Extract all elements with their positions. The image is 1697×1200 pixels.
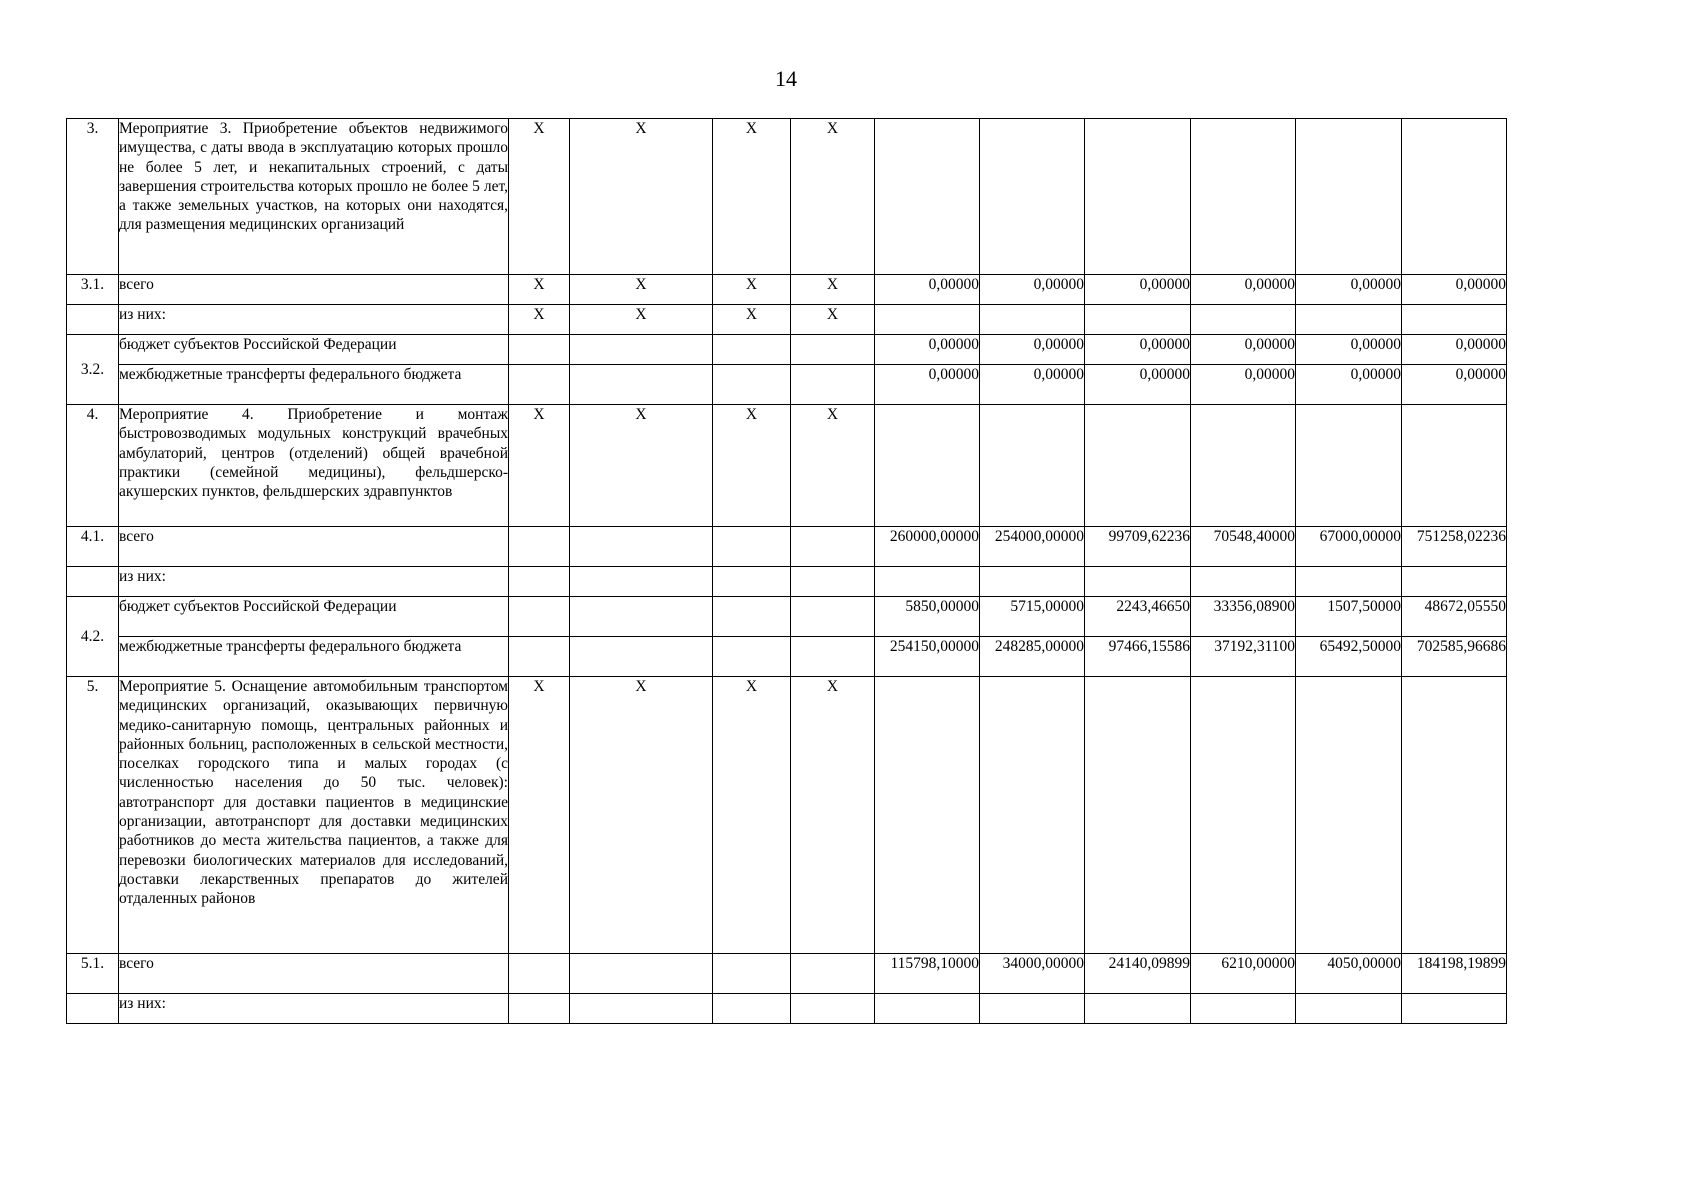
empty-cell <box>713 527 791 567</box>
table-row <box>67 597 1507 637</box>
value-cell: 0,00000 <box>1085 335 1191 365</box>
x-mark: X <box>791 305 875 335</box>
table-row <box>67 405 1507 527</box>
empty-cell <box>713 637 791 677</box>
row-name: межбюджетные трансферты федерального бюджета <box>119 637 509 677</box>
empty-cell <box>509 994 570 1024</box>
value-cell: 70548,40000 <box>1191 527 1296 567</box>
empty-cell <box>791 954 875 994</box>
value-cell <box>1296 994 1402 1024</box>
value-cell: 24140,09899 <box>1085 954 1191 994</box>
row-number: 3.2. <box>67 335 119 405</box>
value-cell <box>1085 119 1191 275</box>
value-cell: 0,00000 <box>1402 335 1507 365</box>
empty-cell <box>713 335 791 365</box>
value-cell <box>875 305 980 335</box>
value-cell <box>1191 994 1296 1024</box>
value-cell <box>1085 405 1191 527</box>
value-cell <box>1296 119 1402 275</box>
value-cell <box>980 994 1085 1024</box>
value-cell: 0,00000 <box>875 275 980 305</box>
x-mark: X <box>791 677 875 954</box>
page-number: 14 <box>775 66 797 91</box>
table-row <box>67 637 1507 677</box>
value-cell <box>875 677 980 954</box>
empty-cell <box>791 567 875 597</box>
empty-cell <box>713 954 791 994</box>
value-cell: 34000,00000 <box>980 954 1085 994</box>
value-cell <box>1296 305 1402 335</box>
table-row <box>67 567 1507 597</box>
value-cell <box>1191 405 1296 527</box>
x-mark: X <box>713 119 791 275</box>
row-name: бюджет субъектов Российской Федерации <box>119 597 509 637</box>
value-cell: 5715,00000 <box>980 597 1085 637</box>
x-mark: X <box>509 275 570 305</box>
value-cell: 5850,00000 <box>875 597 980 637</box>
empty-cell <box>713 994 791 1024</box>
value-cell: 0,00000 <box>1296 365 1402 405</box>
value-cell <box>980 677 1085 954</box>
empty-cell <box>509 637 570 677</box>
value-cell <box>980 119 1085 275</box>
x-mark: X <box>791 405 875 527</box>
value-cell: 6210,00000 <box>1191 954 1296 994</box>
value-cell: 0,00000 <box>980 365 1085 405</box>
value-cell <box>1085 567 1191 597</box>
x-mark: X <box>570 677 713 954</box>
table-row <box>67 305 1507 335</box>
x-mark: X <box>509 405 570 527</box>
value-cell: 97466,15586 <box>1085 637 1191 677</box>
empty-cell <box>713 597 791 637</box>
x-mark: X <box>713 677 791 954</box>
row-number: 4. <box>67 405 119 527</box>
value-cell: 4050,00000 <box>1296 954 1402 994</box>
value-cell: 0,00000 <box>1191 365 1296 405</box>
row-number: 5.1. <box>67 954 119 994</box>
value-cell <box>1402 119 1507 275</box>
value-cell <box>1402 405 1507 527</box>
value-cell: 67000,00000 <box>1296 527 1402 567</box>
row-name: из них: <box>119 994 509 1024</box>
x-mark: X <box>509 305 570 335</box>
value-cell: 0,00000 <box>1402 365 1507 405</box>
value-cell <box>1402 305 1507 335</box>
x-mark: X <box>570 405 713 527</box>
value-cell: 260000,00000 <box>875 527 980 567</box>
empty-cell <box>791 994 875 1024</box>
value-cell <box>1296 405 1402 527</box>
row-number: 4.1. <box>67 527 119 567</box>
x-mark: X <box>791 275 875 305</box>
empty-cell <box>570 335 713 365</box>
row-name: из них: <box>119 567 509 597</box>
empty-cell <box>570 954 713 994</box>
row-number <box>67 567 119 597</box>
value-cell: 0,00000 <box>1296 275 1402 305</box>
row-name: Мероприятие 3. Приобретение объектов недвижимого имущества, с даты ввода в эксплуатацию которых прошло не более 5 лет, и некапитальных строений, с даты завершения строительства которых прошло не более 5 лет, а также земельных участков, на которых они находятся, для размещения медицинских организаций <box>119 119 509 275</box>
value-cell <box>1085 994 1191 1024</box>
value-cell <box>1085 305 1191 335</box>
empty-cell <box>570 994 713 1024</box>
table-row <box>67 365 1507 405</box>
value-cell <box>980 305 1085 335</box>
value-cell <box>1402 677 1507 954</box>
value-cell <box>1191 305 1296 335</box>
value-cell <box>1191 567 1296 597</box>
empty-cell <box>713 567 791 597</box>
value-cell <box>875 994 980 1024</box>
x-mark: X <box>570 275 713 305</box>
empty-cell <box>509 335 570 365</box>
x-mark: X <box>713 305 791 335</box>
value-cell <box>1402 567 1507 597</box>
empty-cell <box>791 637 875 677</box>
value-cell: 0,00000 <box>875 365 980 405</box>
row-name: бюджет субъектов Российской Федерации <box>119 335 509 365</box>
value-cell <box>1191 677 1296 954</box>
value-cell: 702585,96686 <box>1402 637 1507 677</box>
empty-cell <box>791 527 875 567</box>
empty-cell <box>791 335 875 365</box>
row-number: 3.1. <box>67 275 119 305</box>
value-cell: 254000,00000 <box>980 527 1085 567</box>
row-number <box>67 994 119 1024</box>
value-cell: 48672,05550 <box>1402 597 1507 637</box>
value-cell <box>1402 994 1507 1024</box>
value-cell <box>980 405 1085 527</box>
value-cell: 0,00000 <box>1085 365 1191 405</box>
value-cell: 0,00000 <box>1402 275 1507 305</box>
value-cell: 0,00000 <box>875 335 980 365</box>
value-cell <box>1296 567 1402 597</box>
value-cell: 0,00000 <box>1191 335 1296 365</box>
value-cell: 2243,46650 <box>1085 597 1191 637</box>
empty-cell <box>570 527 713 567</box>
row-number: 4.2. <box>67 597 119 677</box>
value-cell: 254150,00000 <box>875 637 980 677</box>
empty-cell <box>791 365 875 405</box>
empty-cell <box>570 567 713 597</box>
x-mark: X <box>713 275 791 305</box>
empty-cell <box>570 637 713 677</box>
budget-table <box>66 118 1507 1024</box>
value-cell: 1507,50000 <box>1296 597 1402 637</box>
value-cell <box>1296 677 1402 954</box>
value-cell: 751258,02236 <box>1402 527 1507 567</box>
table-row <box>67 994 1507 1024</box>
row-name: из них: <box>119 305 509 335</box>
row-name: межбюджетные трансферты федерального бюджета <box>119 365 509 405</box>
x-mark: X <box>509 119 570 275</box>
x-mark: X <box>509 677 570 954</box>
x-mark: X <box>570 119 713 275</box>
row-name: Мероприятие 4. Приобретение и монтаж быстровозводимых модульных конструкций врачебных амбулаторий, центров (отделений) общей врачебной практики (семейной медицины), фельдшерско-акушерских пунктов, фельдшерских здравпунктов <box>119 405 509 527</box>
empty-cell <box>570 365 713 405</box>
table-row <box>67 275 1507 305</box>
empty-cell <box>509 597 570 637</box>
value-cell: 184198,19899 <box>1402 954 1507 994</box>
row-name: всего <box>119 954 509 994</box>
value-cell: 99709,62236 <box>1085 527 1191 567</box>
value-cell <box>875 119 980 275</box>
row-name: Мероприятие 5. Оснащение автомобильным транспортом медицинских организаций, оказывающих первичную медико-санитарную помощь, центральных районных и районных больниц, расположенных в сельской местности, поселках городского типа и малых городах (с численностью населения до 50 тыс. человек): автотранспорт для доставки пациентов в медицинские организации, автотранспорт для доставки медицинских работников до места жительства пациентов, а также для перевозки биологических материалов для исследований, доставки лекарственных препаратов до жителей отдаленных районов <box>119 677 509 954</box>
table-row <box>67 954 1507 994</box>
row-number <box>67 305 119 335</box>
value-cell: 0,00000 <box>1296 335 1402 365</box>
row-number: 3. <box>67 119 119 275</box>
row-name: всего <box>119 275 509 305</box>
x-mark: X <box>713 405 791 527</box>
empty-cell <box>509 365 570 405</box>
x-mark: X <box>570 305 713 335</box>
table-row <box>67 677 1507 954</box>
value-cell: 65492,50000 <box>1296 637 1402 677</box>
value-cell: 0,00000 <box>980 275 1085 305</box>
table-row <box>67 335 1507 365</box>
empty-cell <box>713 365 791 405</box>
value-cell: 0,00000 <box>1191 275 1296 305</box>
empty-cell <box>791 597 875 637</box>
empty-cell <box>509 567 570 597</box>
value-cell: 0,00000 <box>980 335 1085 365</box>
value-cell: 115798,10000 <box>875 954 980 994</box>
table-row <box>67 527 1507 567</box>
empty-cell <box>509 527 570 567</box>
empty-cell <box>570 597 713 637</box>
table-row <box>67 119 1507 275</box>
value-cell: 248285,00000 <box>980 637 1085 677</box>
value-cell <box>1085 677 1191 954</box>
value-cell <box>875 567 980 597</box>
value-cell: 37192,31100 <box>1191 637 1296 677</box>
x-mark: X <box>791 119 875 275</box>
value-cell: 33356,08900 <box>1191 597 1296 637</box>
value-cell <box>1191 119 1296 275</box>
empty-cell <box>509 954 570 994</box>
value-cell <box>980 567 1085 597</box>
row-name: всего <box>119 527 509 567</box>
value-cell <box>875 405 980 527</box>
row-number: 5. <box>67 677 119 954</box>
value-cell: 0,00000 <box>1085 275 1191 305</box>
